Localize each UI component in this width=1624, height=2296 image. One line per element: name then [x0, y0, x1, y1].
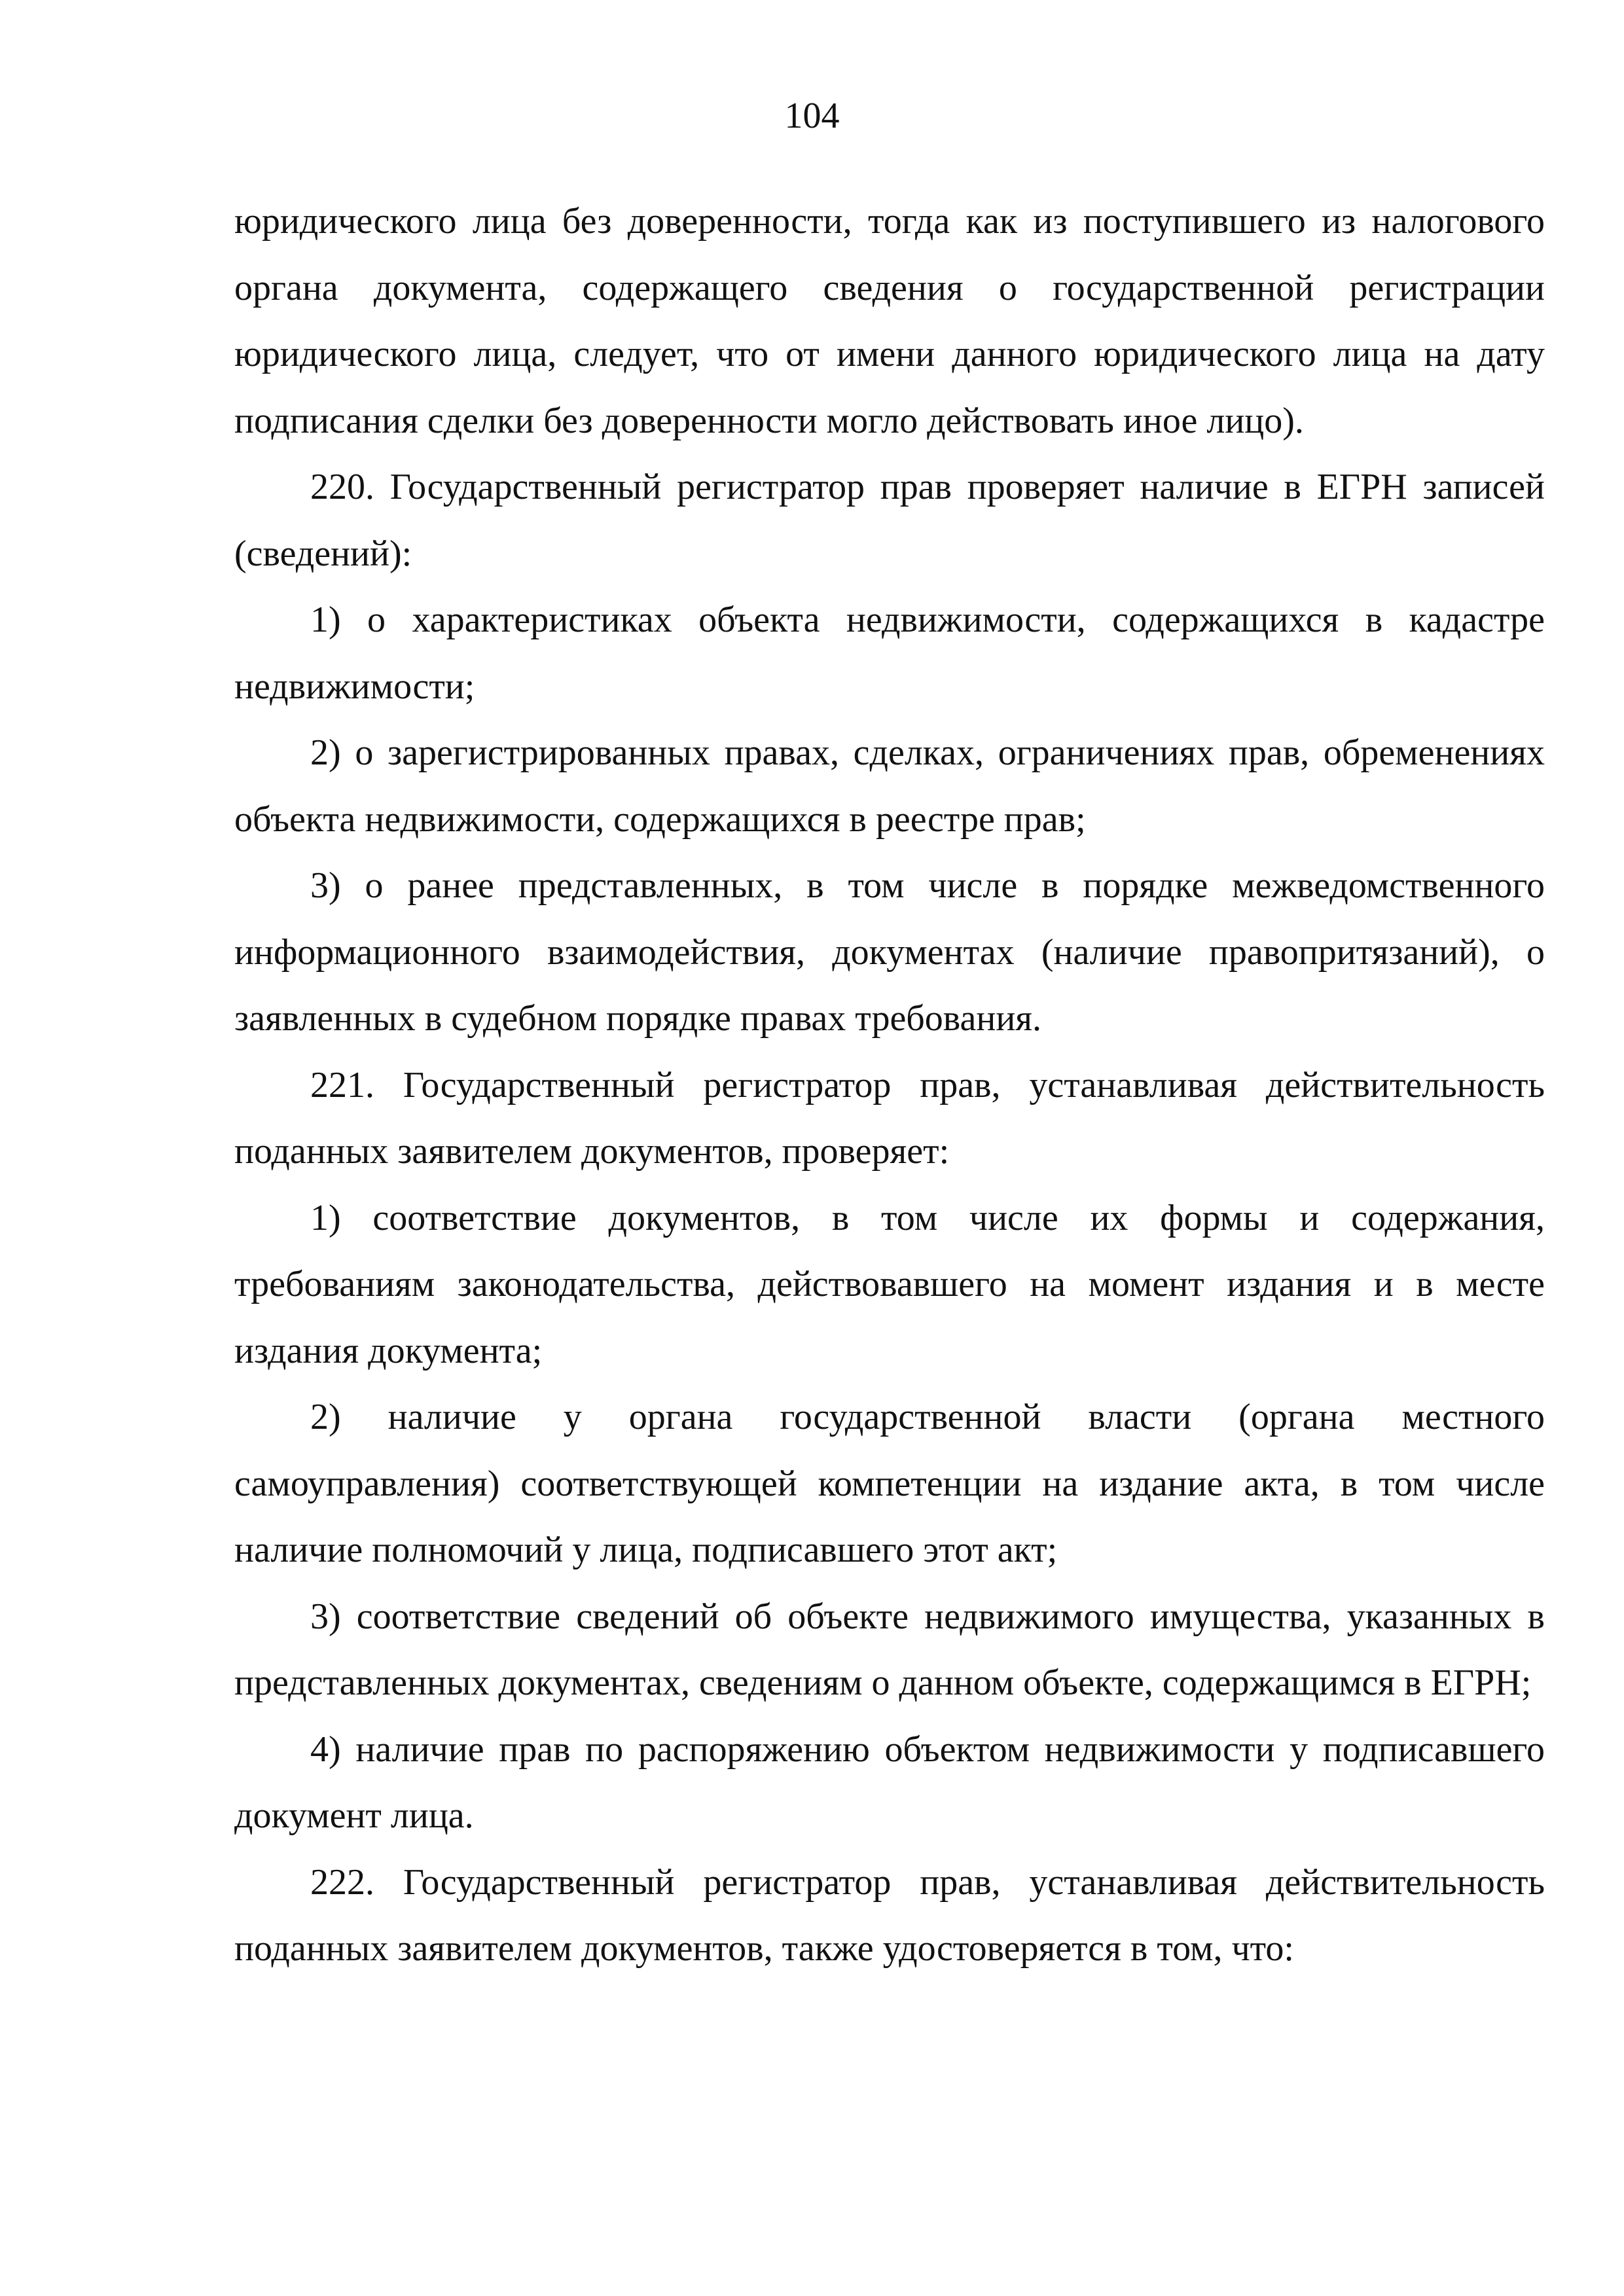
paragraph-220: 220. Государственный регистратор прав проверяет наличие в ЕГРН записей (сведений):: [234, 467, 1545, 574]
paragraph-221: 221. Государственный регистратор прав, устанавливая действительность поданных заявителем документов, проверяет:: [234, 1064, 1545, 1172]
document-body: [234, 188, 1545, 1982]
paragraph-221-item-3: 3) соответствие сведений об объекте недвижимого имущества, указанных в представленных документах, сведениям о данном объекте, содержащимся в ЕГРН;: [234, 1596, 1545, 1703]
paragraph-220-item-1: 1) о характеристиках объекта недвижимости, содержащихся в кадастре недвижимости;: [234, 600, 1545, 707]
paragraph-221-item-4: 4) наличие прав по распоряжению объектом недвижимости у подписавшего документ лица.: [234, 1729, 1545, 1836]
paragraph-continuation: юридического лица без доверенности, тогда как из поступившего из налогового органа документа, содержащего сведения о государственной регистрации юридического лица, следует, что от имени данного юридического лица на дату подписания сделки без доверенности могло действовать иное лицо).: [234, 201, 1545, 441]
paragraph-220-item-2: 2) о зарегистрированных правах, сделках, ограничениях прав, обременениях объекта недвижимости, содержащихся в реестре прав;: [234, 732, 1545, 840]
paragraph-222: 222. Государственный регистратор прав, устанавливая действительность поданных заявителем документов, также удостоверяется в том, что:: [234, 1861, 1545, 1969]
paragraph-220-item-3: 3) о ранее представленных, в том числе в порядке межведомственного информационного взаимодействия, документах (наличие правопритязаний), о заявленных в судебном порядке правах требования.: [234, 865, 1545, 1039]
paragraph-221-item-2: 2) наличие у органа государственной власти (органа местного самоуправления) соответствующей компетенции на издание акта, в том числе наличие полномочий у лица, подписавшего этот акт;: [234, 1397, 1545, 1570]
paragraph-221-item-1: 1) соответствие документов, в том числе их формы и содержания, требованиям законодательства, действовавшего на момент издания и в месте издания документа;: [234, 1197, 1545, 1371]
page-number: 104: [784, 96, 840, 136]
